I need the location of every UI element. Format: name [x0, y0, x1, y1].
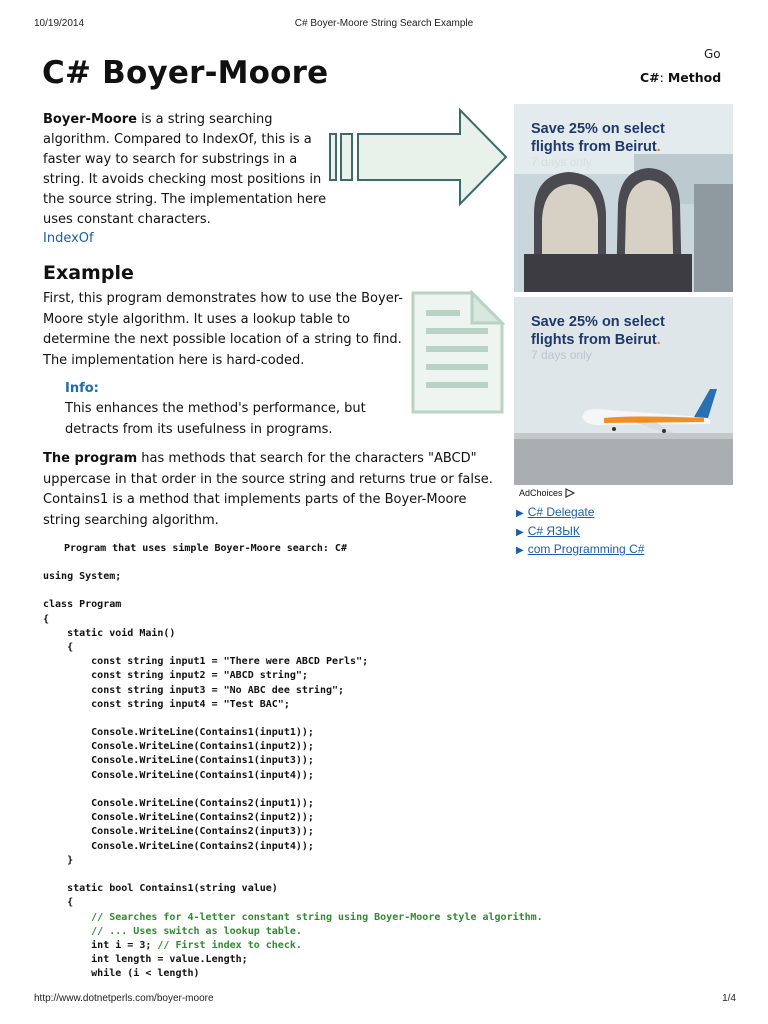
- code-line: [43, 613, 603, 627]
- ad1-headline-line2: flights from Beirut: [531, 139, 657, 155]
- ad-link-delegate[interactable]: [516, 503, 644, 522]
- example-paragraph: First, this program demonstrates how to use the Boyer-Moore style algorithm. It uses a lookup table to determine the next possible location of a string to find. The implementation here is hard-coded.: [43, 291, 403, 368]
- code-text: {: [43, 641, 74, 653]
- code-line: [43, 925, 603, 939]
- code-text: int length = value.Length;: [43, 954, 248, 966]
- print-url: http://www.dotnetperls.com/boyer-moore: [34, 993, 214, 1004]
- program-paragraph: [43, 449, 503, 531]
- ad1-dot: .: [656, 139, 661, 155]
- code-text: Console.WriteLine(Contains1(input3));: [43, 755, 314, 767]
- print-page-number: 1/4: [722, 993, 736, 1004]
- ad-link-language[interactable]: [516, 522, 644, 541]
- ad2-dot: .: [656, 332, 661, 348]
- code-text: {: [43, 613, 50, 625]
- ad-banner-plane[interactable]: [514, 297, 733, 485]
- document-icon: [410, 290, 506, 416]
- code-line: [43, 698, 603, 712]
- code-text: {: [43, 897, 74, 909]
- code-line: [43, 669, 603, 683]
- ad-banner-seats[interactable]: [514, 104, 733, 292]
- ad1-headline: [531, 120, 665, 156]
- play-icon: ▶: [516, 508, 524, 519]
- arrow-graphic: [328, 108, 510, 248]
- code-line: [43, 896, 603, 910]
- code-block: [43, 570, 603, 981]
- ad1-subtext: 7 days only: [531, 155, 592, 169]
- code-text: while (i < length): [43, 968, 200, 980]
- code-comment: // First index to check.: [157, 939, 302, 951]
- adchoices[interactable]: [519, 488, 575, 498]
- code-line: [43, 655, 603, 669]
- code-text: Console.WriteLine(Contains1(input2));: [43, 741, 314, 753]
- info-note: [65, 379, 395, 440]
- code-text: static bool Contains1(string value): [43, 883, 278, 895]
- code-line: [43, 797, 603, 811]
- code-line: [43, 967, 603, 981]
- code-text: const string input1 = "There were ABCD Perls";: [43, 656, 369, 668]
- code-text: Console.WriteLine(Contains2(input2));: [43, 812, 314, 824]
- ad1-headline-line1: Save 25% on select: [531, 121, 665, 137]
- adchoices-icon: [565, 488, 575, 498]
- info-label: Info:: [65, 381, 99, 396]
- code-line: [43, 868, 603, 882]
- example-heading: Example: [43, 262, 134, 284]
- code-text: Console.WriteLine(Contains1(input1));: [43, 727, 314, 739]
- ad2-headline-line2: flights from Beirut: [531, 332, 657, 348]
- info-text: This enhances the method's performance, but detracts from its usefulness in programs.: [65, 401, 366, 437]
- code-comment: // ... Uses switch as lookup table.: [43, 925, 302, 937]
- breadcrumb-separator: :: [659, 70, 668, 85]
- breadcrumb-lang[interactable]: C#: [640, 70, 660, 85]
- code-line: [43, 854, 603, 868]
- code-text: class Program: [43, 599, 122, 611]
- code-text: const string input4 = "Test BAC";: [43, 698, 290, 710]
- program-bold: The program: [43, 451, 138, 466]
- ad-link-label: C# Delegate: [527, 505, 595, 519]
- code-line: [43, 769, 603, 783]
- play-icon: ▶: [516, 545, 524, 556]
- code-line: [43, 712, 603, 726]
- program-text: has methods that search for the characters "ABCD" uppercase in that order in the source string and returns true or false. Contains1 is a method that implements parts of the Boyer-Moore string searching algorithm.: [43, 451, 493, 528]
- code-text: Console.WriteLine(Contains2(input3));: [43, 826, 314, 838]
- code-line: [43, 726, 603, 740]
- intro-bold: Boyer-Moore: [43, 112, 137, 127]
- ad-link-label: C# ЯЗЫК: [527, 523, 580, 538]
- code-line: [43, 740, 603, 754]
- code-line: [43, 811, 603, 825]
- code-line: [43, 754, 603, 768]
- code-line: [43, 598, 603, 612]
- ad-links: [516, 503, 644, 559]
- code-text: }: [43, 854, 74, 866]
- ad-link-label: com Programming C#: [527, 542, 645, 556]
- intro-text: is a string searching algorithm. Compared to IndexOf, this is a faster way to search for substrings in a string. It avoids checking most positions in the source string. The implementation here uses constant characters.: [43, 112, 327, 227]
- code-text: int i = 3;: [43, 939, 158, 951]
- print-date: 10/19/2014: [34, 18, 85, 29]
- code-text: Console.WriteLine(Contains2(input1));: [43, 798, 314, 809]
- page-title: C# Boyer-Moore: [42, 55, 329, 91]
- breadcrumb: [640, 70, 721, 85]
- code-line: [43, 641, 603, 655]
- ad-link-programming[interactable]: [516, 540, 644, 559]
- breadcrumb-item[interactable]: Method: [667, 70, 722, 85]
- ad2-headline: [531, 313, 665, 349]
- ad2-headline-line1: Save 25% on select: [531, 314, 665, 330]
- code-text: const string input2 = "ABCD string";: [43, 670, 308, 682]
- code-line: [43, 627, 603, 641]
- code-line: [43, 953, 603, 967]
- code-text: static void Main(): [43, 627, 176, 639]
- indexof-link[interactable]: IndexOf: [43, 231, 94, 246]
- print-page-title: C# Boyer-Moore String Search Example: [294, 18, 474, 29]
- code-line: [43, 840, 603, 854]
- code-line: [43, 783, 603, 797]
- ad2-subtext: 7 days only: [531, 348, 592, 362]
- intro-paragraph: [43, 110, 333, 230]
- code-line: [43, 825, 603, 839]
- code-text: const string input3 = "No ABC dee string";: [43, 684, 345, 696]
- go-button[interactable]: Go: [704, 47, 721, 61]
- code-comment: // Searches for 4-letter constant string using Boyer-Moore style algorithm.: [43, 911, 543, 923]
- code-line: [43, 939, 603, 953]
- code-line: [43, 570, 603, 584]
- code-text: using System;: [43, 571, 122, 582]
- adchoices-label: AdChoices: [519, 488, 563, 498]
- code-line: [43, 911, 603, 925]
- code-line: [43, 584, 603, 598]
- code-text: Console.WriteLine(Contains1(input4));: [43, 769, 314, 781]
- code-line: [43, 684, 603, 698]
- code-text: Console.WriteLine(Contains2(input4));: [43, 840, 314, 852]
- code-line: [43, 882, 603, 896]
- play-icon: ▶: [516, 526, 524, 538]
- code-caption: Program that uses simple Boyer-Moore search: C#: [64, 543, 347, 554]
